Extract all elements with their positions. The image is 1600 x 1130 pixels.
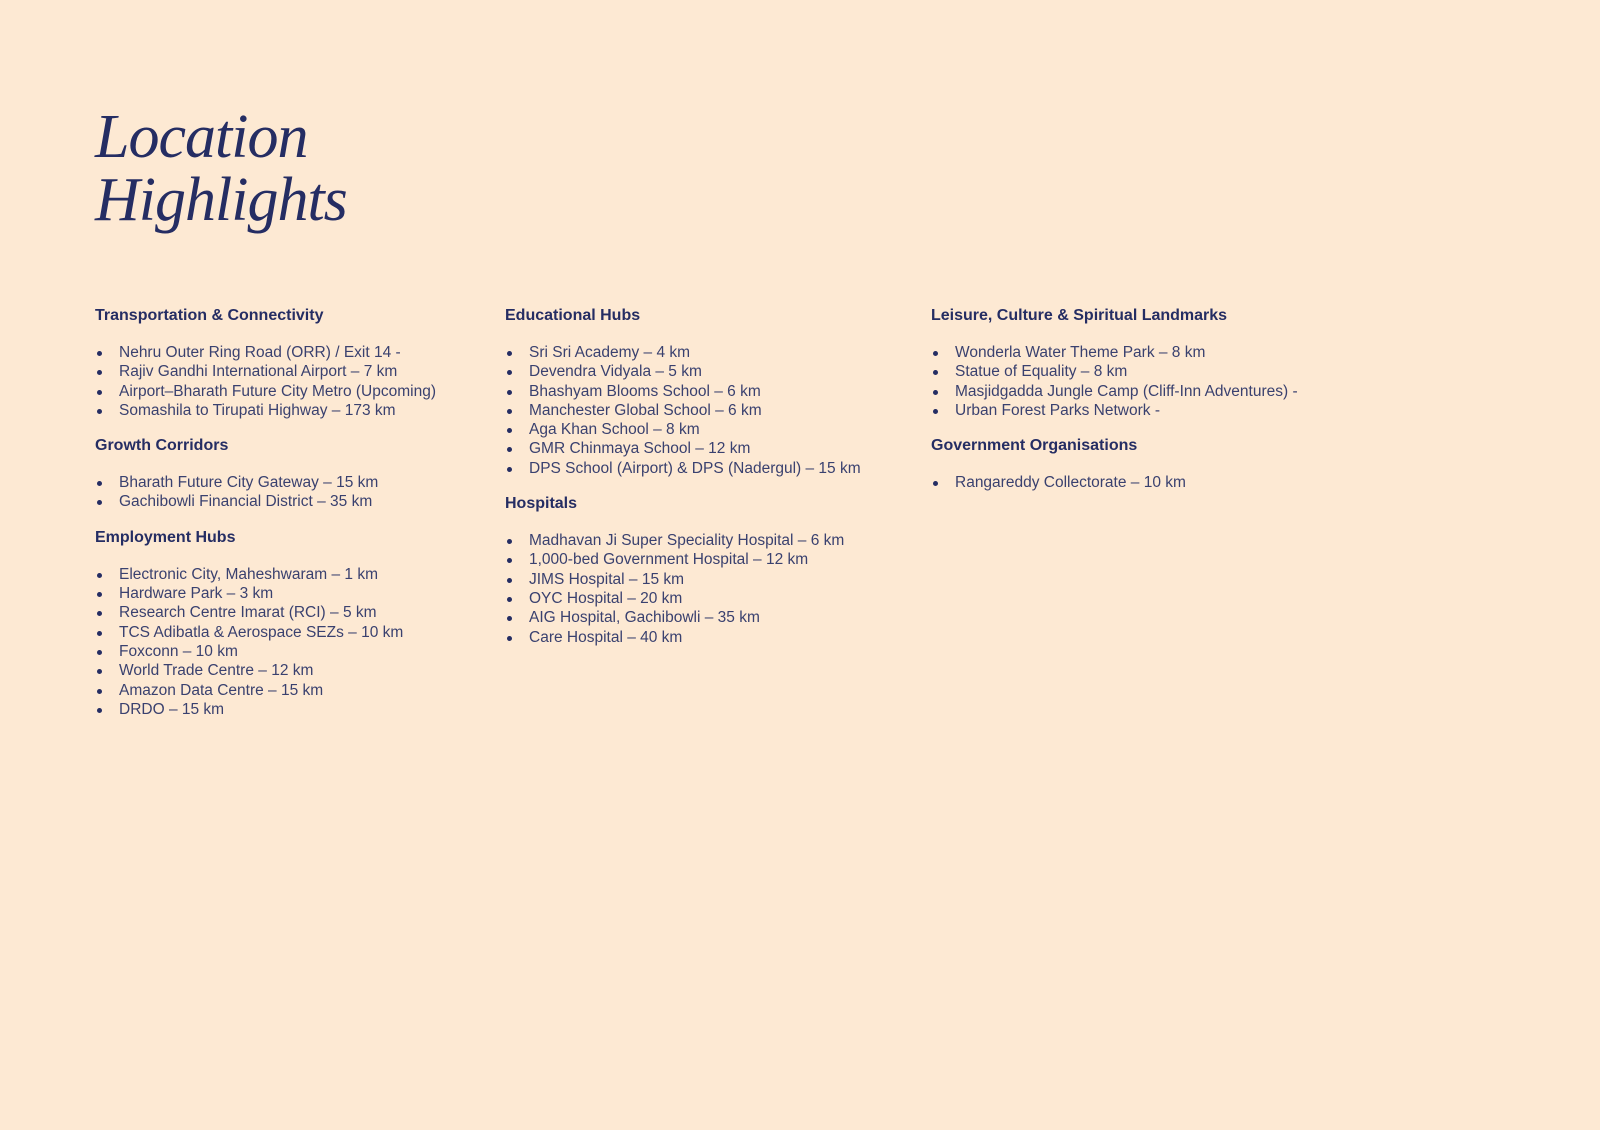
list-item: Care Hospital – 40 km [505, 628, 905, 647]
section-list [931, 473, 1351, 492]
list-item: Bhashyam Blooms School – 6 km [505, 382, 905, 401]
list-item: Rangareddy Collectorate – 10 km [931, 473, 1351, 492]
list-item: OYC Hospital – 20 km [505, 589, 905, 608]
section-transportation [95, 305, 485, 420]
list-item: Urban Forest Parks Network - [931, 401, 1351, 420]
list-item: GMR Chinmaya School – 12 km [505, 439, 905, 458]
list-item: 1,000-bed Government Hospital – 12 km [505, 550, 905, 569]
list-item: Rajiv Gandhi International Airport – 7 km [95, 362, 485, 381]
list-item: Masjidgadda Jungle Camp (Cliff-Inn Adventures) - [931, 382, 1351, 401]
list-item: Electronic City, Maheshwaram – 1 km [95, 565, 485, 584]
column-middle [505, 305, 905, 662]
list-item: Somashila to Tirupati Highway – 173 km [95, 401, 485, 420]
section-growth-corridors [95, 435, 485, 512]
list-item: DPS School (Airport) & DPS (Nadergul) – 15 km [505, 459, 905, 478]
section-educational-hubs [505, 305, 905, 478]
list-item: DRDO – 15 km [95, 700, 485, 719]
section-government-organisations [931, 435, 1351, 492]
section-heading: Transportation & Connectivity [95, 307, 324, 324]
list-item: Wonderla Water Theme Park – 8 km [931, 343, 1351, 362]
section-employment-hubs [95, 527, 485, 719]
list-item: Amazon Data Centre – 15 km [95, 681, 485, 700]
list-item: Manchester Global School – 6 km [505, 401, 905, 420]
section-heading: Hospitals [505, 495, 578, 513]
list-item: Airport–Bharath Future City Metro (Upcoming) [95, 382, 485, 401]
list-item: Gachibowli Financial District – 35 km [95, 492, 485, 511]
list-item: Bharath Future City Gateway – 15 km [95, 473, 485, 492]
section-list [95, 343, 485, 420]
section-heading: Growth Corridors [95, 437, 229, 455]
list-item: Devendra Vidyala – 5 km [505, 362, 905, 381]
list-item: TCS Adibatla & Aerospace SEZs – 10 km [95, 623, 485, 642]
list-item: JIMS Hospital – 15 km [505, 570, 905, 589]
list-item: Foxconn – 10 km [95, 642, 485, 661]
page-title-line-1: Location [95, 103, 308, 171]
list-item: Madhavan Ji Super Speciality Hospital – 6 km [505, 531, 905, 550]
page-title [95, 103, 347, 234]
column-left [95, 305, 485, 734]
section-leisure-culture [931, 305, 1351, 420]
list-item: Sri Sri Academy – 4 km [505, 343, 905, 362]
section-heading: Government Organisations [931, 437, 1138, 455]
section-list [505, 531, 905, 647]
list-item: Nehru Outer Ring Road (ORR) / Exit 14 - [95, 343, 485, 362]
list-item: AIG Hospital, Gachibowli – 35 km [505, 608, 905, 627]
section-heading: Employment Hubs [95, 528, 236, 546]
list-item: Research Centre Imarat (RCI) – 5 km [95, 603, 485, 622]
list-item: Statue of Equality – 8 km [931, 362, 1351, 381]
list-item: World Trade Centre – 12 km [95, 661, 485, 680]
section-list [95, 565, 485, 719]
section-hospitals [505, 493, 905, 647]
section-heading: Leisure, Culture & Spiritual Landmarks [931, 307, 1228, 324]
column-right [931, 305, 1351, 507]
list-item: Aga Khan School – 8 km [505, 420, 905, 439]
section-heading: Educational Hubs [505, 307, 641, 324]
section-list [931, 343, 1351, 420]
page-title-line-2: Highlights [95, 166, 347, 234]
section-list [95, 473, 485, 512]
list-item: Hardware Park – 3 km [95, 584, 485, 603]
section-list [505, 343, 905, 478]
